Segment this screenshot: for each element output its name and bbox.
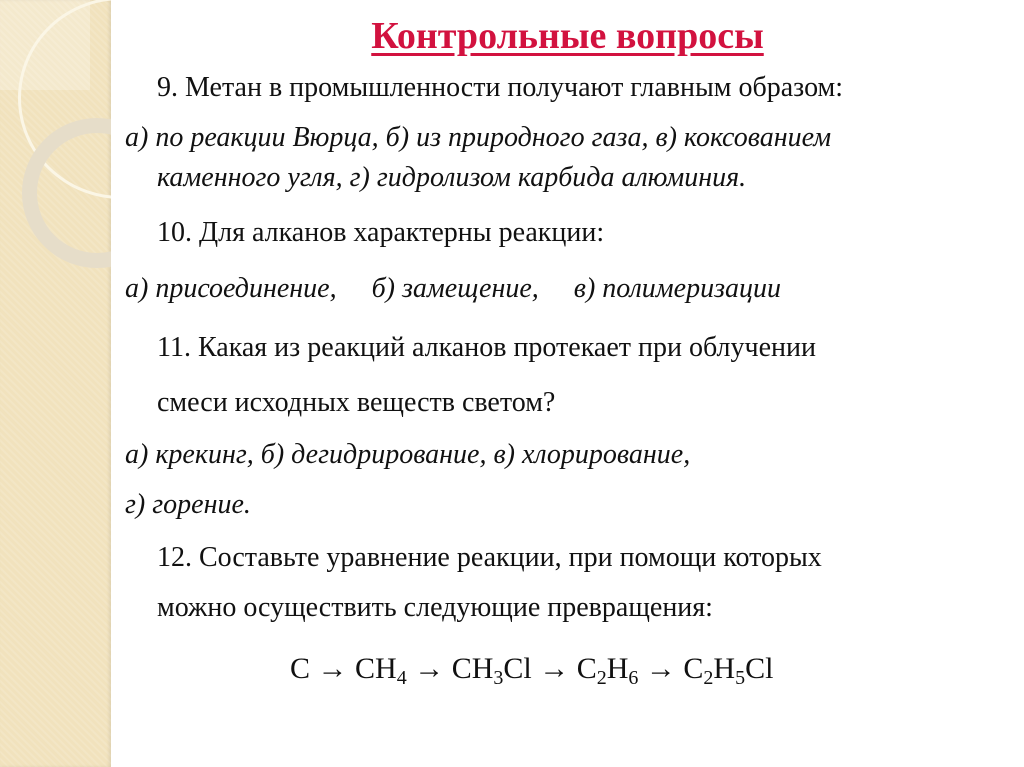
- formula-subscript: 2: [703, 667, 714, 689]
- formula-part: H: [606, 652, 629, 685]
- formula-subscript: 3: [493, 667, 504, 689]
- formula-part: C → CH: [290, 652, 397, 685]
- formula-subscript: 2: [596, 667, 607, 689]
- formula-part: Cl: [745, 652, 774, 685]
- question-11: 11. Какая из реакций алканов протекает при облучении: [157, 332, 816, 363]
- question-10-answers: а) присоединение, б) замещение, в) полимеризации: [125, 273, 782, 304]
- formula-part: → CH: [406, 652, 494, 685]
- question-12: 12. Составьте уравнение реакции, при помощи которых: [157, 542, 822, 573]
- question-10: 10. Для алканов характерны реакции:: [157, 217, 605, 248]
- formula-subscript: 6: [628, 667, 639, 689]
- formula-subscript: 4: [396, 667, 407, 689]
- question-11-answers-cont: г) горение.: [125, 489, 251, 520]
- slide-title: Контрольные вопросы: [371, 15, 764, 57]
- question-11-cont: смеси исходных веществ светом?: [157, 387, 556, 418]
- formula-subscript: 5: [735, 667, 746, 689]
- question-9-answers-cont: каменного угля, г) гидролизом карбида алюминия.: [157, 162, 747, 193]
- decorative-side-strip: [0, 0, 111, 767]
- question-11-answers: а) крекинг, б) дегидрирование, в) хлорирование,: [125, 439, 691, 470]
- question-9-answers: а) по реакции Вюрца, б) из природного газа, в) коксованием: [125, 122, 832, 153]
- reaction-chain-formula: [290, 652, 773, 690]
- formula-part: H: [713, 652, 736, 685]
- question-12-cont: можно осуществить следующие превращения:: [157, 592, 713, 623]
- formula-part: → C: [638, 652, 704, 685]
- formula-part: Cl → C: [503, 652, 597, 685]
- question-9: 9. Метан в промышленности получают главным образом:: [157, 72, 844, 103]
